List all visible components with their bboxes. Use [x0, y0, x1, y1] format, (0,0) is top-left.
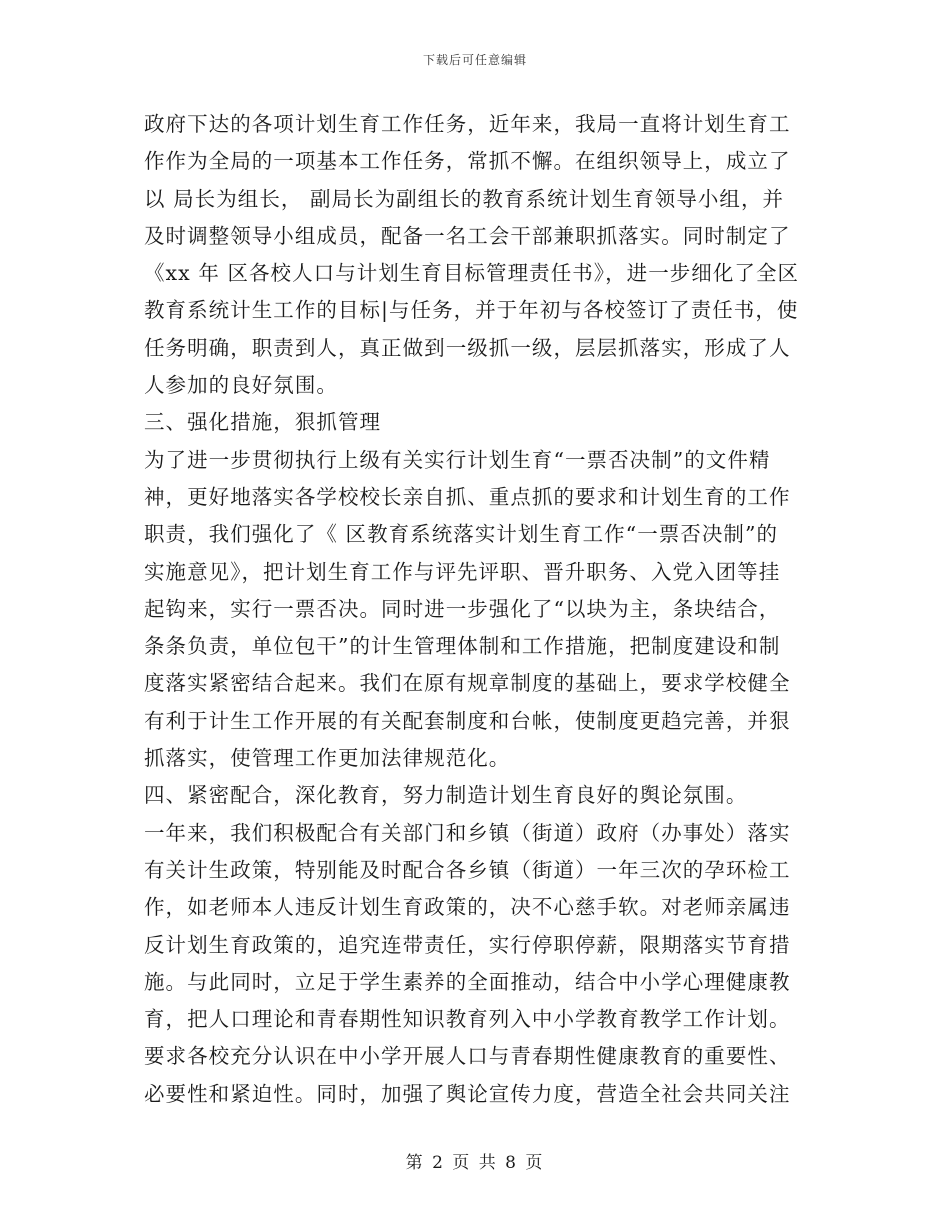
text-line: 神，更好地落实各学校校长亲自抓、重点抓的要求和计划生育的工作 — [144, 484, 791, 509]
text-line: 施。与此同时，立足于学生素养的全面推动，结合中小学心理健康教 — [144, 969, 791, 994]
page-header: 下载后可任意编辑 — [422, 53, 527, 67]
text-line: 实施意见》，把计划生育工作与评先评职、晋升职务、入党入团等挂 — [144, 559, 781, 584]
text-line: 作，如老师本人违反计划生育政策的，决不心慈手软。对老师亲属违 — [144, 895, 791, 920]
text-line: 度落实紧密结合起来。我们在原有规章制度的基础上，要求学校健全 — [144, 671, 791, 696]
text-line: 政府下达的各项计划生育工作任务，近年来，我局一直将计划生育工 — [144, 112, 791, 136]
text-line: 反计划生育政策的，追究连带责任，实行停职停薪，限期落实节育措 — [144, 932, 791, 957]
section-heading: 四、紧密配合，深化教育，努力制造计划生育良好的舆论氛围。 — [144, 783, 748, 808]
text-line: 有利于计生工作开展的有关配套制度和台帐，使制度更趋完善，并狠 — [144, 708, 791, 733]
text-line: 为了进一步贯彻执行上级有关实行计划生育“一票否决制”的文件精 — [144, 447, 771, 472]
section-heading: 三、强化措施，狠抓管理 — [144, 410, 382, 435]
text-line: 有关计生政策，特别能及时配合各乡镇（街道）一年三次的孕环检工 — [144, 857, 791, 882]
text-line: 抓落实，使管理工作更加法律规范化。 — [144, 746, 511, 771]
text-line: 及时调整领导小组成员，配备一名工会干部兼职抓落实。同时制定了 — [144, 223, 791, 248]
text-line: 起钩来，实行一票否决。同时进一步强化了“以块为主，条块结合， — [144, 596, 781, 621]
text-line: 一年来，我们积极配合有关部门和乡镇（街道）政府（办事处）落实 — [144, 820, 791, 845]
document-body — [144, 106, 824, 1113]
text-line: 职责，我们强化了《 区教育系统落实计划生育工作“一票否决制”的 — [144, 522, 779, 547]
text-line: 《xx 年 区各校人口与计划生育目标管理责任书》，进一步细化了全区 — [144, 261, 800, 286]
text-line: 必要性和紧迫性。同时，加强了舆论宣传力度，营造全社会共同关注 — [144, 1081, 791, 1106]
text-line: 条条负责，单位包干”的计生管理体制和工作措施，把制度建设和制 — [144, 634, 781, 659]
text-line: 要求各校充分认识在中小学开展人口与青春期性健康教育的重要性、 — [144, 1044, 791, 1069]
text-line: 任务明确，职责到人，真正做到一级抓一级，层层抓落实，形成了人 — [144, 335, 791, 360]
text-line: 以 局长为组长， 副局长为副组长的教育系统计划生育领导小组，并 — [144, 186, 785, 211]
page-number: 第 2 页 共 8 页 — [405, 1153, 545, 1173]
text-line: 教育系统计生工作的目标|与任务，并于年初与各校签订了责任书，使 — [144, 298, 799, 323]
text-line: 人参加的良好氛围。 — [144, 373, 338, 398]
text-line: 作作为全局的一项基本工作任务，常抓不懈。在组织领导上，成立了 — [144, 149, 791, 174]
text-line: 育，把人口理论和青春期性知识教育列入中小学教育教学工作计划。 — [144, 1007, 791, 1032]
